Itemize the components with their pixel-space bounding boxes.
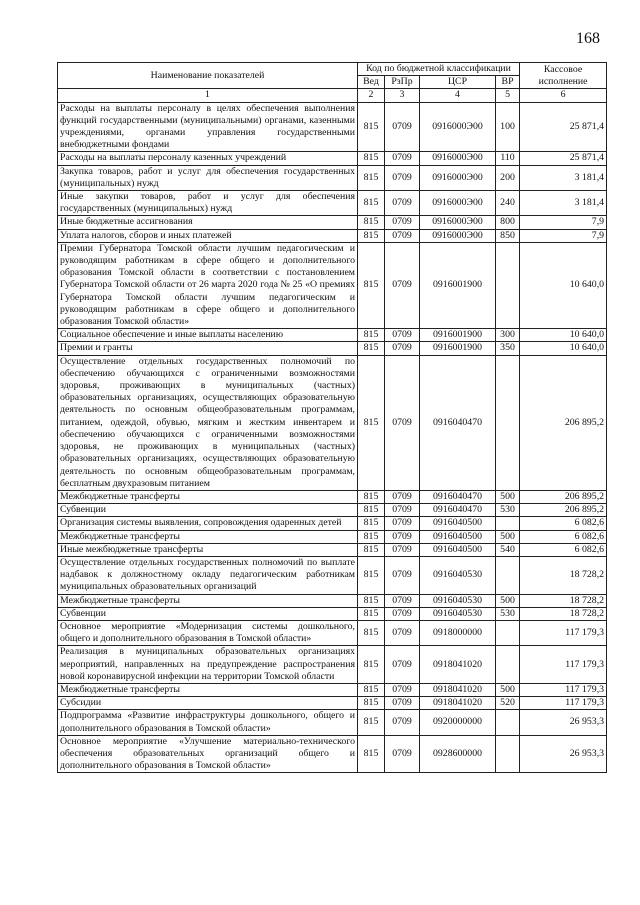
column-number: 5	[496, 89, 520, 102]
row-name: Подпрограмма «Развитие инфраструктуры дошкольного, общего и дополнительного образования в Томской области»	[58, 710, 358, 735]
row-rzpr: 0709	[385, 329, 420, 342]
column-number: 3	[385, 89, 420, 102]
header-ved: Вед	[358, 76, 385, 89]
row-ved: 815	[358, 646, 385, 684]
table-row	[58, 191, 607, 216]
row-sum: 206 895,2	[520, 355, 607, 490]
table-row	[58, 216, 607, 229]
row-ved: 815	[358, 735, 385, 773]
budget-table	[57, 62, 607, 773]
row-sum: 26 953,3	[520, 735, 607, 773]
row-csr: 0916000Э00	[420, 102, 496, 152]
row-sum: 10 640,0	[520, 342, 607, 355]
column-number: 6	[520, 89, 607, 102]
header-vr: ВР	[496, 76, 520, 89]
row-csr: 0916040500	[420, 517, 496, 530]
row-ved: 815	[358, 683, 385, 696]
row-ved: 815	[358, 620, 385, 645]
row-name: Иные закупки товаров, работ и услуг для обеспечения государственных (муниципальных) нужд	[58, 191, 358, 216]
row-sum: 10 640,0	[520, 242, 607, 328]
table-row	[58, 710, 607, 735]
row-sum: 6 082,6	[520, 517, 607, 530]
row-csr: 0928600000	[420, 735, 496, 773]
row-name: Осуществление отдельных государственных полномочий по обеспечению обучающихся с ограниченными возможностями здоровья, проживающих в муниципальных (частных) образовательных организациях, осуществляющих образовательную деятельность по основным общеобразовательным программам, питанием, одеждой, обувью, мягким и жестким инвентарем и обеспечению обучающихся с ограниченными возможностями здоровья, не проживающих в муниципальных (частных) образовательных организациях, осуществляющих образовательную деятельность по основным общеобразовательным программам, бесплатным двухразовым питанием	[58, 355, 358, 490]
row-rzpr: 0709	[385, 102, 420, 152]
header-code-group: Код по бюджетной классификации	[358, 63, 520, 76]
row-csr: 0916040530	[420, 594, 496, 607]
row-vr: 540	[496, 543, 520, 556]
row-csr: 0916001900	[420, 242, 496, 328]
row-name: Межбюджетные трансферты	[58, 490, 358, 503]
table-row	[58, 504, 607, 517]
row-name: Иные межбюджетные трансферты	[58, 543, 358, 556]
page-number: 168	[576, 30, 600, 47]
column-number: 1	[58, 89, 358, 102]
row-vr	[496, 735, 520, 773]
table-body	[58, 102, 607, 773]
header-numbers-row	[58, 89, 607, 102]
table-row	[58, 607, 607, 620]
row-vr: 500	[496, 683, 520, 696]
header-cash: Кассовое исполнение	[520, 63, 607, 89]
row-sum: 10 640,0	[520, 329, 607, 342]
row-name: Организация системы выявления, сопровождения одаренных детей	[58, 517, 358, 530]
row-rzpr: 0709	[385, 152, 420, 165]
row-sum: 117 179,3	[520, 683, 607, 696]
row-csr: 0916000Э00	[420, 216, 496, 229]
row-vr	[496, 242, 520, 328]
table-row	[58, 490, 607, 503]
row-csr: 0918000000	[420, 620, 496, 645]
row-csr: 0916040470	[420, 355, 496, 490]
row-sum: 25 871,4	[520, 102, 607, 152]
row-vr: 800	[496, 216, 520, 229]
table-row	[58, 530, 607, 543]
row-csr: 0916040500	[420, 543, 496, 556]
row-name: Межбюджетные трансферты	[58, 594, 358, 607]
row-sum: 18 728,2	[520, 594, 607, 607]
row-rzpr: 0709	[385, 620, 420, 645]
row-csr: 0916000Э00	[420, 229, 496, 242]
row-sum: 6 082,6	[520, 530, 607, 543]
row-vr	[496, 710, 520, 735]
row-ved: 815	[358, 607, 385, 620]
row-csr: 0916000Э00	[420, 165, 496, 190]
table-row	[58, 329, 607, 342]
table-header	[58, 63, 607, 103]
row-sum: 7,9	[520, 229, 607, 242]
row-rzpr: 0709	[385, 556, 420, 594]
row-name: Межбюджетные трансферты	[58, 530, 358, 543]
table-row	[58, 517, 607, 530]
header-name: Наименование показателей	[58, 63, 358, 89]
row-ved: 815	[358, 216, 385, 229]
row-name: Расходы на выплаты персоналу казенных учреждений	[58, 152, 358, 165]
row-rzpr: 0709	[385, 229, 420, 242]
table-row	[58, 355, 607, 490]
column-number: 4	[420, 89, 496, 102]
row-rzpr: 0709	[385, 697, 420, 710]
row-rzpr: 0709	[385, 342, 420, 355]
row-rzpr: 0709	[385, 594, 420, 607]
table-row	[58, 646, 607, 684]
row-rzpr: 0709	[385, 530, 420, 543]
row-rzpr: 0709	[385, 504, 420, 517]
row-name: Осуществление отдельных государственных полномочий по выплате надбавок к должностному окладу педагогическим работникам муниципальных образовательных организаций	[58, 556, 358, 594]
row-vr: 500	[496, 490, 520, 503]
row-csr: 0916040530	[420, 556, 496, 594]
row-sum: 3 181,4	[520, 191, 607, 216]
table-row	[58, 102, 607, 152]
row-sum: 6 082,6	[520, 543, 607, 556]
row-sum: 206 895,2	[520, 504, 607, 517]
row-csr: 0918041020	[420, 646, 496, 684]
row-vr: 520	[496, 697, 520, 710]
row-sum: 26 953,3	[520, 710, 607, 735]
row-rzpr: 0709	[385, 710, 420, 735]
row-sum: 7,9	[520, 216, 607, 229]
row-vr: 500	[496, 594, 520, 607]
row-name: Реализация в муниципальных образовательных организациях мероприятий, направленных на предупреждение распространения новой коронавирусной инфекции на территории Томской области	[58, 646, 358, 684]
row-vr: 200	[496, 165, 520, 190]
row-vr	[496, 646, 520, 684]
row-vr: 100	[496, 102, 520, 152]
row-name: Субвенции	[58, 504, 358, 517]
row-vr: 300	[496, 329, 520, 342]
row-name: Межбюджетные трансферты	[58, 683, 358, 696]
row-name: Премии Губернатора Томской области лучшим педагогическим и руководящим работникам в сфере общего и дополнительного образования Томской области в соответствии с постановлением Губернатора Томской области от 26 марта 2020 года № 25 «О премиях Губернатора Томской области лучшим педагогическим и руководящим работникам в сфере общего и дополнительного образования Томской области»	[58, 242, 358, 328]
row-csr: 0916001900	[420, 342, 496, 355]
row-ved: 815	[358, 191, 385, 216]
row-csr: 0916040530	[420, 607, 496, 620]
row-ved: 815	[358, 530, 385, 543]
row-sum: 117 179,3	[520, 646, 607, 684]
row-rzpr: 0709	[385, 216, 420, 229]
row-csr: 0916001900	[420, 329, 496, 342]
row-name: Основное мероприятие «Улучшение материально-технического обеспечения образовательных организаций общего и дополнительного образования в Томской области»	[58, 735, 358, 773]
table-row	[58, 620, 607, 645]
row-name: Расходы на выплаты персоналу в целях обеспечения выполнения функций государственными (муниципальными) органами, казенными учреждениями, органами управления государственными внебюджетными фондами	[58, 102, 358, 152]
table-row	[58, 152, 607, 165]
row-vr: 850	[496, 229, 520, 242]
row-rzpr: 0709	[385, 355, 420, 490]
header-rzpr: РзПр	[385, 76, 420, 89]
row-csr: 0916040470	[420, 490, 496, 503]
row-name: Основное мероприятие «Модернизация системы дошкольного, общего и дополнительного образования в Томской области»	[58, 620, 358, 645]
row-ved: 815	[358, 242, 385, 328]
row-ved: 815	[358, 329, 385, 342]
row-vr	[496, 355, 520, 490]
row-vr: 530	[496, 504, 520, 517]
row-sum: 117 179,3	[520, 697, 607, 710]
row-ved: 815	[358, 710, 385, 735]
row-rzpr: 0709	[385, 490, 420, 503]
row-vr: 350	[496, 342, 520, 355]
row-name: Иные бюджетные ассигнования	[58, 216, 358, 229]
row-ved: 815	[358, 355, 385, 490]
row-sum: 18 728,2	[520, 607, 607, 620]
row-csr: 0916000Э00	[420, 152, 496, 165]
table-row	[58, 683, 607, 696]
row-name: Субсидии	[58, 697, 358, 710]
row-ved: 815	[358, 543, 385, 556]
row-vr: 240	[496, 191, 520, 216]
row-sum: 117 179,3	[520, 620, 607, 645]
row-rzpr: 0709	[385, 683, 420, 696]
row-rzpr: 0709	[385, 517, 420, 530]
row-name: Закупка товаров, работ и услуг для обеспечения государственных (муниципальных) нужд	[58, 165, 358, 190]
row-ved: 815	[358, 490, 385, 503]
row-ved: 815	[358, 102, 385, 152]
row-ved: 815	[358, 165, 385, 190]
row-csr: 0918041020	[420, 683, 496, 696]
column-number: 2	[358, 89, 385, 102]
row-ved: 815	[358, 697, 385, 710]
table-row	[58, 229, 607, 242]
row-vr: 500	[496, 530, 520, 543]
row-csr: 0916040470	[420, 504, 496, 517]
row-ved: 815	[358, 517, 385, 530]
row-rzpr: 0709	[385, 191, 420, 216]
row-name: Премии и гранты	[58, 342, 358, 355]
row-ved: 815	[358, 504, 385, 517]
row-rzpr: 0709	[385, 735, 420, 773]
row-ved: 815	[358, 152, 385, 165]
row-sum: 206 895,2	[520, 490, 607, 503]
table-row	[58, 697, 607, 710]
table-row	[58, 165, 607, 190]
row-csr: 0916040500	[420, 530, 496, 543]
row-rzpr: 0709	[385, 646, 420, 684]
table-row	[58, 556, 607, 594]
table-row	[58, 342, 607, 355]
row-vr: 110	[496, 152, 520, 165]
row-rzpr: 0709	[385, 242, 420, 328]
row-sum: 25 871,4	[520, 152, 607, 165]
row-ved: 815	[358, 229, 385, 242]
row-rzpr: 0709	[385, 543, 420, 556]
table-row	[58, 242, 607, 328]
table-row	[58, 543, 607, 556]
header-csr: ЦСР	[420, 76, 496, 89]
row-csr: 0920000000	[420, 710, 496, 735]
row-vr	[496, 517, 520, 530]
row-vr	[496, 620, 520, 645]
row-vr: 530	[496, 607, 520, 620]
row-csr: 0918041020	[420, 697, 496, 710]
row-csr: 0916000Э00	[420, 191, 496, 216]
row-name: Субвенции	[58, 607, 358, 620]
row-rzpr: 0709	[385, 165, 420, 190]
row-ved: 815	[358, 556, 385, 594]
row-rzpr: 0709	[385, 607, 420, 620]
row-vr	[496, 556, 520, 594]
table-row	[58, 735, 607, 773]
row-sum: 3 181,4	[520, 165, 607, 190]
row-ved: 815	[358, 342, 385, 355]
row-sum: 18 728,2	[520, 556, 607, 594]
row-ved: 815	[358, 594, 385, 607]
table-row	[58, 594, 607, 607]
row-name: Уплата налогов, сборов и иных платежей	[58, 229, 358, 242]
row-name: Социальное обеспечение и иные выплаты населению	[58, 329, 358, 342]
